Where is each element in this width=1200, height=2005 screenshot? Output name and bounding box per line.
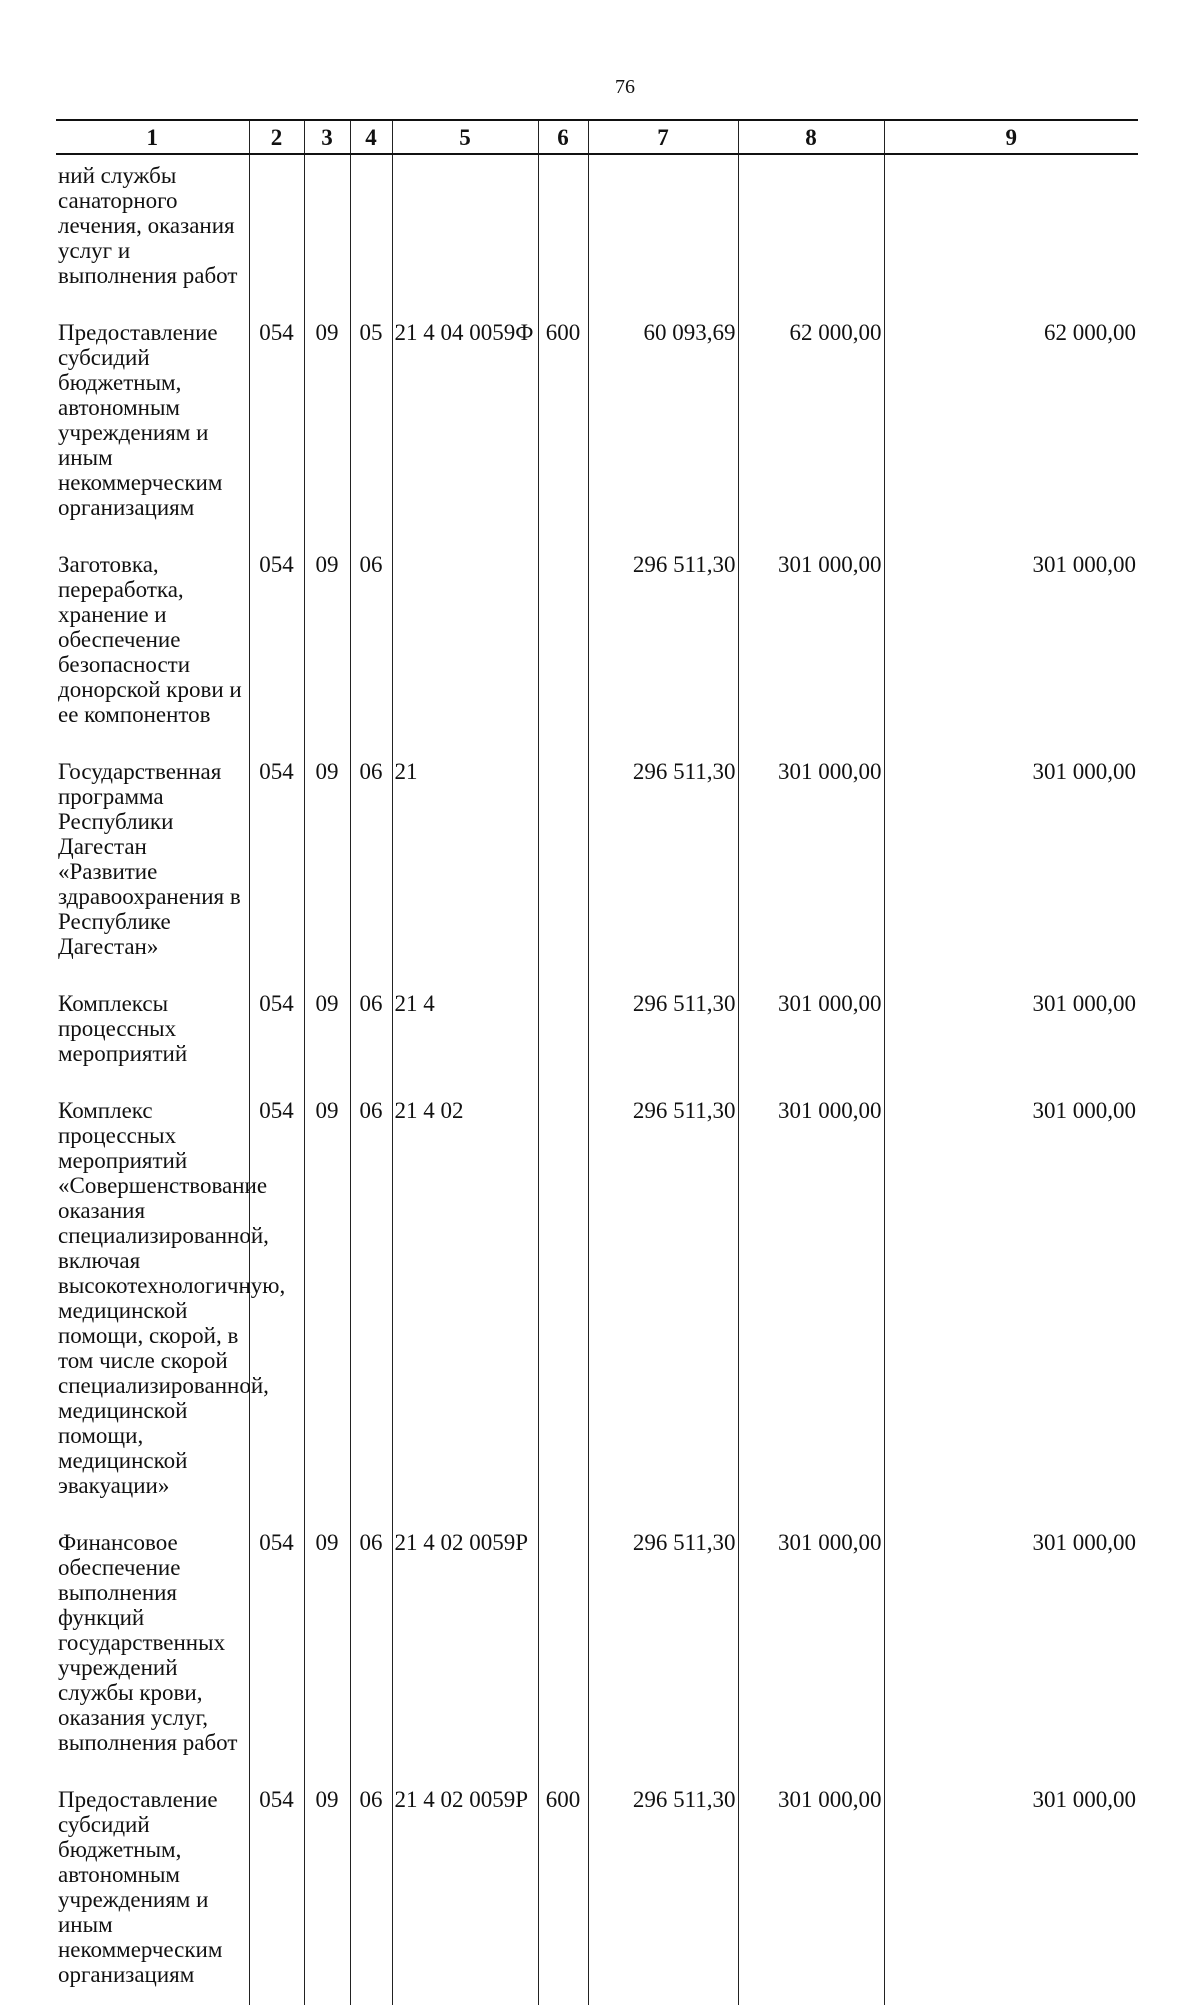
row-pr: 06 xyxy=(350,745,392,977)
row-name: Государственная программа Республики Дагестан «Развитие здравоохранения в Республике Дагестан» xyxy=(56,745,249,977)
row-pr: 05 xyxy=(350,306,392,538)
row-rz: 09 xyxy=(304,745,350,977)
header-col-1: 1 xyxy=(56,120,249,154)
table-row xyxy=(56,1084,1138,1516)
row-value-2024: 301 000,00 xyxy=(738,745,884,977)
row-value-2024 xyxy=(738,154,884,306)
row-name: Финансовое обеспечение выполнения функций государственных учреждений службы крови, оказания услуг, выполнения работ xyxy=(56,1516,249,1773)
row-name: Комплексы процессных мероприятий xyxy=(56,977,249,1084)
row-csr: 21 xyxy=(392,745,538,977)
row-ved: 054 xyxy=(249,1516,304,1773)
table-row xyxy=(56,745,1138,977)
row-vr xyxy=(538,1516,588,1773)
row-rz: 09 xyxy=(304,538,350,745)
row-rz: 09 xyxy=(304,977,350,1084)
row-rz: 09 xyxy=(304,1084,350,1516)
row-rz: 09 xyxy=(304,306,350,538)
row-value-2024: 301 000,00 xyxy=(738,977,884,1084)
row-value-2023: 60 093,69 xyxy=(588,306,738,538)
row-value-2025: 62 000,00 xyxy=(884,306,1138,538)
table-row xyxy=(56,1773,1138,2005)
row-value-2023: 296 511,30 xyxy=(588,977,738,1084)
row-value-2023: 296 511,30 xyxy=(588,1084,738,1516)
row-csr xyxy=(392,154,538,306)
row-value-2025: 301 000,00 xyxy=(884,1773,1138,2005)
row-ved: 054 xyxy=(249,745,304,977)
row-name: Заготовка, переработка, хранение и обеспечение безопасности донорской крови и ее компонентов xyxy=(56,538,249,745)
row-ved: 054 xyxy=(249,1084,304,1516)
table-header xyxy=(56,120,1138,154)
row-value-2024: 301 000,00 xyxy=(738,538,884,745)
row-vr: 600 xyxy=(538,1773,588,2005)
table-body xyxy=(56,154,1138,2005)
row-value-2023: 296 511,30 xyxy=(588,745,738,977)
table-row xyxy=(56,306,1138,538)
header-col-7: 7 xyxy=(588,120,738,154)
row-pr: 06 xyxy=(350,1084,392,1516)
table-row xyxy=(56,977,1138,1084)
row-value-2023: 296 511,30 xyxy=(588,538,738,745)
row-value-2023: 296 511,30 xyxy=(588,1773,738,2005)
row-name: ний службы санаторного лечения, оказания услуг и выполнения работ xyxy=(56,154,249,306)
row-rz: 09 xyxy=(304,1516,350,1773)
row-csr: 21 4 02 xyxy=(392,1084,538,1516)
row-value-2025: 301 000,00 xyxy=(884,538,1138,745)
row-pr: 06 xyxy=(350,1516,392,1773)
row-pr: 06 xyxy=(350,1773,392,2005)
row-value-2025: 301 000,00 xyxy=(884,745,1138,977)
row-value-2024: 301 000,00 xyxy=(738,1084,884,1516)
row-csr xyxy=(392,538,538,745)
row-ved xyxy=(249,154,304,306)
row-value-2025: 301 000,00 xyxy=(884,977,1138,1084)
header-col-5: 5 xyxy=(392,120,538,154)
page-number: 76 xyxy=(615,76,635,98)
row-name: Комплекс процессных мероприятий «Совершенствование оказания специализированной, включая высокотехнологичную, медицинской помощи, скорой, в том числе скорой специализированной, медицинской помощи, медицинской эвакуации» xyxy=(56,1084,249,1516)
row-value-2024: 301 000,00 xyxy=(738,1773,884,2005)
row-ved: 054 xyxy=(249,538,304,745)
row-vr xyxy=(538,154,588,306)
row-pr xyxy=(350,154,392,306)
header-col-8: 8 xyxy=(738,120,884,154)
row-csr: 21 4 02 0059Р xyxy=(392,1773,538,2005)
row-value-2024: 301 000,00 xyxy=(738,1516,884,1773)
row-ved: 054 xyxy=(249,1773,304,2005)
row-value-2025 xyxy=(884,154,1138,306)
row-vr xyxy=(538,1084,588,1516)
header-col-2: 2 xyxy=(249,120,304,154)
row-name: Предоставление субсидий бюджетным, автономным учреждениям и иным некоммерческим организациям xyxy=(56,1773,249,2005)
row-csr: 21 4 xyxy=(392,977,538,1084)
header-col-9: 9 xyxy=(884,120,1138,154)
table-row xyxy=(56,538,1138,745)
row-rz xyxy=(304,154,350,306)
row-value-2023: 296 511,30 xyxy=(588,1516,738,1773)
row-name: Предоставление субсидий бюджетным, автономным учреждениям и иным некоммерческим организациям xyxy=(56,306,249,538)
row-ved: 054 xyxy=(249,977,304,1084)
header-col-3: 3 xyxy=(304,120,350,154)
header-col-6: 6 xyxy=(538,120,588,154)
row-vr: 600 xyxy=(538,306,588,538)
row-pr: 06 xyxy=(350,977,392,1084)
budget-table xyxy=(56,119,1138,2005)
header-col-4: 4 xyxy=(350,120,392,154)
row-value-2025: 301 000,00 xyxy=(884,1084,1138,1516)
row-value-2023 xyxy=(588,154,738,306)
row-rz: 09 xyxy=(304,1773,350,2005)
row-ved: 054 xyxy=(249,306,304,538)
row-csr: 21 4 02 0059Р xyxy=(392,1516,538,1773)
row-csr: 21 4 04 0059Ф xyxy=(392,306,538,538)
row-value-2024: 62 000,00 xyxy=(738,306,884,538)
row-pr: 06 xyxy=(350,538,392,745)
row-vr xyxy=(538,977,588,1084)
row-vr xyxy=(538,538,588,745)
table-row xyxy=(56,1516,1138,1773)
table-row xyxy=(56,154,1138,306)
row-vr xyxy=(538,745,588,977)
row-value-2025: 301 000,00 xyxy=(884,1516,1138,1773)
header-row xyxy=(56,120,1138,154)
